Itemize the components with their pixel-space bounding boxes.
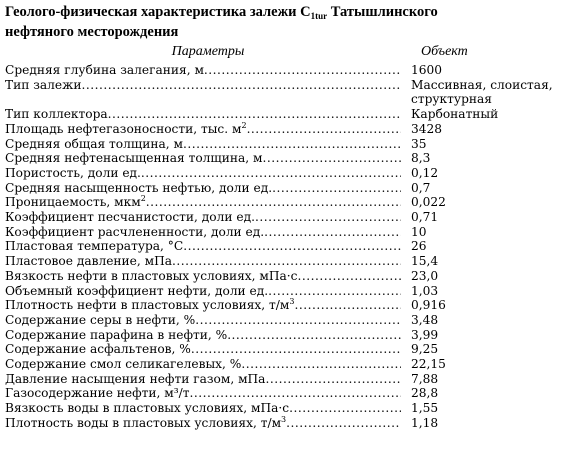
dot-leader (183, 239, 401, 254)
parameters-table (5, 63, 565, 431)
row-label (5, 107, 401, 122)
row-label-sup: 3 (281, 415, 287, 424)
row-label (5, 357, 401, 372)
dot-leader (289, 401, 401, 416)
row-label (5, 122, 401, 137)
dot-leader (268, 284, 401, 299)
dot-leader (81, 78, 401, 93)
row-label-text-main: Плотность нефти в пластовых условиях, т/м (5, 298, 290, 313)
dot-leader (286, 416, 401, 431)
row-label (5, 416, 401, 431)
row-label-text (5, 357, 241, 372)
row-label-text (5, 239, 183, 254)
row-label-text-main: Пластовая температура, °С (5, 239, 184, 254)
row-label-text-main: Газосодержание нефти, м³/т (5, 386, 190, 401)
row-label-text (5, 401, 289, 416)
row-label-text (5, 225, 264, 240)
dot-leader (262, 151, 401, 166)
row-label (5, 78, 401, 93)
row-label-text-main: Коэффициент расчлененности, доли ед. (5, 224, 265, 239)
row-label-text (5, 166, 141, 181)
row-label (5, 225, 401, 240)
table-row (5, 137, 565, 152)
row-value: 0,12 (411, 165, 439, 180)
row-label-text (5, 137, 183, 152)
row-label-text-main: Тип коллектора (5, 107, 108, 122)
row-label (5, 372, 401, 387)
row-label (5, 166, 401, 181)
row-label-text (5, 181, 272, 196)
row-label (5, 195, 401, 210)
dot-leader (191, 342, 401, 357)
row-value: 15,4 (411, 254, 439, 269)
row-label-text (5, 328, 227, 343)
table-row (5, 210, 565, 225)
dot-leader (146, 195, 401, 210)
dot-leader (297, 269, 401, 284)
table-row (5, 122, 565, 137)
row-label-text-main: Площадь нефтегазоносности, тыс. м (5, 121, 242, 136)
table-row (5, 328, 565, 343)
row-label-text (5, 269, 297, 284)
row-label (5, 313, 401, 328)
row-label-text-main: Тип залежи (5, 77, 82, 92)
row-label-text-main: Пластовое давление, мПа (5, 254, 172, 269)
row-label (5, 210, 401, 225)
row-label (5, 137, 401, 152)
table-row (5, 107, 565, 122)
table-row (5, 386, 565, 401)
row-value: Массивная, слоистая, структурная (411, 77, 553, 107)
row-value: 1,03 (411, 283, 439, 298)
row-label-text (5, 107, 108, 122)
row-label (5, 181, 401, 196)
row-label (5, 239, 401, 254)
row-value: 8,3 (411, 151, 431, 166)
table-row (5, 342, 565, 357)
row-value: 7,88 (411, 371, 439, 386)
row-label (5, 342, 401, 357)
row-label (5, 254, 401, 269)
row-label-text-main: Вязкость нефти в пластовых условиях, мПа·с (5, 268, 298, 283)
table-row (5, 166, 565, 181)
table-row (5, 181, 565, 196)
row-label (5, 401, 401, 416)
row-label (5, 151, 401, 166)
row-label (5, 269, 401, 284)
dot-leader (272, 181, 401, 196)
table-header (5, 43, 565, 60)
table-row (5, 357, 565, 372)
row-value: 22,15 (411, 357, 446, 372)
dot-leader (227, 328, 401, 343)
table-row (5, 151, 565, 166)
row-label-text (5, 372, 265, 387)
table-row (5, 225, 565, 240)
row-label-text (5, 386, 190, 401)
table-row (5, 372, 565, 387)
row-label-text-main: Средняя нефтенасыщенная толщина, м (5, 151, 263, 166)
dot-leader (294, 298, 401, 313)
row-label-text (5, 342, 191, 357)
table-row (5, 284, 565, 299)
row-label-text (5, 151, 262, 166)
row-label-text (5, 254, 172, 269)
dot-leader (264, 225, 401, 240)
title-line2: нефтяного месторождения (5, 24, 179, 40)
row-value: 23,0 (411, 268, 439, 283)
row-label-text (5, 416, 286, 431)
row-label-text (5, 63, 204, 78)
row-value: 10 (411, 224, 427, 239)
row-value: 0,71 (411, 210, 439, 225)
dot-leader (183, 137, 401, 152)
row-label-sup: 2 (241, 121, 247, 130)
dot-leader (241, 357, 401, 372)
row-label-text (5, 313, 195, 328)
header-object: Объект (421, 44, 468, 59)
row-value: 1,55 (411, 401, 439, 416)
row-label-sup: 3 (289, 298, 295, 307)
row-label-text (5, 284, 268, 299)
row-label (5, 386, 401, 401)
row-label-text (5, 195, 146, 210)
row-label-text-main: Давление насыщения нефти газом, мПа (5, 371, 266, 386)
title-prefix: Геолого-физическая характеристика залежи C (5, 4, 311, 20)
dot-leader (265, 372, 401, 387)
row-label-text-main: Коэффициент песчанистости, доли ед. (5, 210, 255, 225)
row-label-sup: 2 (140, 195, 146, 204)
dot-leader (108, 107, 401, 122)
title-suffix: Татышлинского (327, 4, 438, 20)
title-subscript: 1tur (310, 11, 328, 21)
table-row (5, 298, 565, 313)
row-value: 1,18 (411, 415, 439, 430)
row-label-text-main: Средняя общая толщина, м (5, 136, 183, 151)
row-value: 3,99 (411, 327, 439, 342)
dot-leader (247, 122, 401, 137)
row-label-text-main: Содержание асфальтенов, % (5, 342, 191, 357)
table-row (5, 195, 565, 210)
row-value: Карбонатный (411, 107, 499, 122)
row-label-text-main: Содержание смол селикагелевых, % (5, 357, 242, 372)
row-value: 0,7 (411, 180, 431, 195)
dot-leader (204, 63, 401, 78)
row-label (5, 328, 401, 343)
row-label (5, 298, 401, 313)
table-row (5, 416, 565, 431)
row-label-text-main: Вязкость воды в пластовых условиях, мПа·с (5, 401, 290, 416)
row-label-text-main: Объемный коэффициент нефти, доли ед. (5, 283, 269, 298)
row-label-text-main: Плотность воды в пластовых условиях, т/м (5, 415, 282, 430)
row-label-text-main: Содержание серы в нефти, % (5, 312, 196, 327)
row-label-text (5, 210, 255, 225)
row-value: 35 (411, 136, 427, 151)
table-row (5, 254, 565, 269)
table-row (5, 401, 565, 416)
table-row (5, 269, 565, 284)
dot-leader (195, 313, 401, 328)
row-value: 3428 (411, 121, 443, 136)
table-row (5, 313, 565, 328)
table-row (5, 239, 565, 254)
row-value: 26 (411, 239, 427, 254)
dot-leader (172, 254, 401, 269)
row-label-text (5, 78, 81, 93)
row-label-text (5, 298, 294, 313)
table-row (5, 63, 565, 78)
row-value: 9,25 (411, 342, 439, 357)
row-label-text-main: Средняя глубина залегания, м (5, 63, 204, 77)
table-row (5, 78, 565, 107)
row-label-text-main: Средняя насыщенность нефтью, доли ед. (5, 180, 273, 195)
row-label-text (5, 122, 247, 137)
dot-leader (190, 386, 401, 401)
document-title (5, 4, 565, 40)
row-label-text-main: Проницаемость, мкм (5, 195, 141, 210)
row-value: 3,48 (411, 312, 439, 327)
row-value: 0,916 (411, 298, 446, 313)
row-label (5, 284, 401, 299)
dot-leader (255, 210, 401, 225)
header-params: Параметры (171, 44, 245, 59)
row-label-text-main: Содержание парафина в нефти, % (5, 327, 228, 342)
row-value: 1600 (411, 63, 443, 77)
row-label (5, 63, 401, 78)
dot-leader (141, 166, 401, 181)
row-value: 28,8 (411, 386, 439, 401)
row-label-text-main: Пористость, доли ед. (5, 165, 141, 180)
row-value: 0,022 (411, 195, 446, 210)
